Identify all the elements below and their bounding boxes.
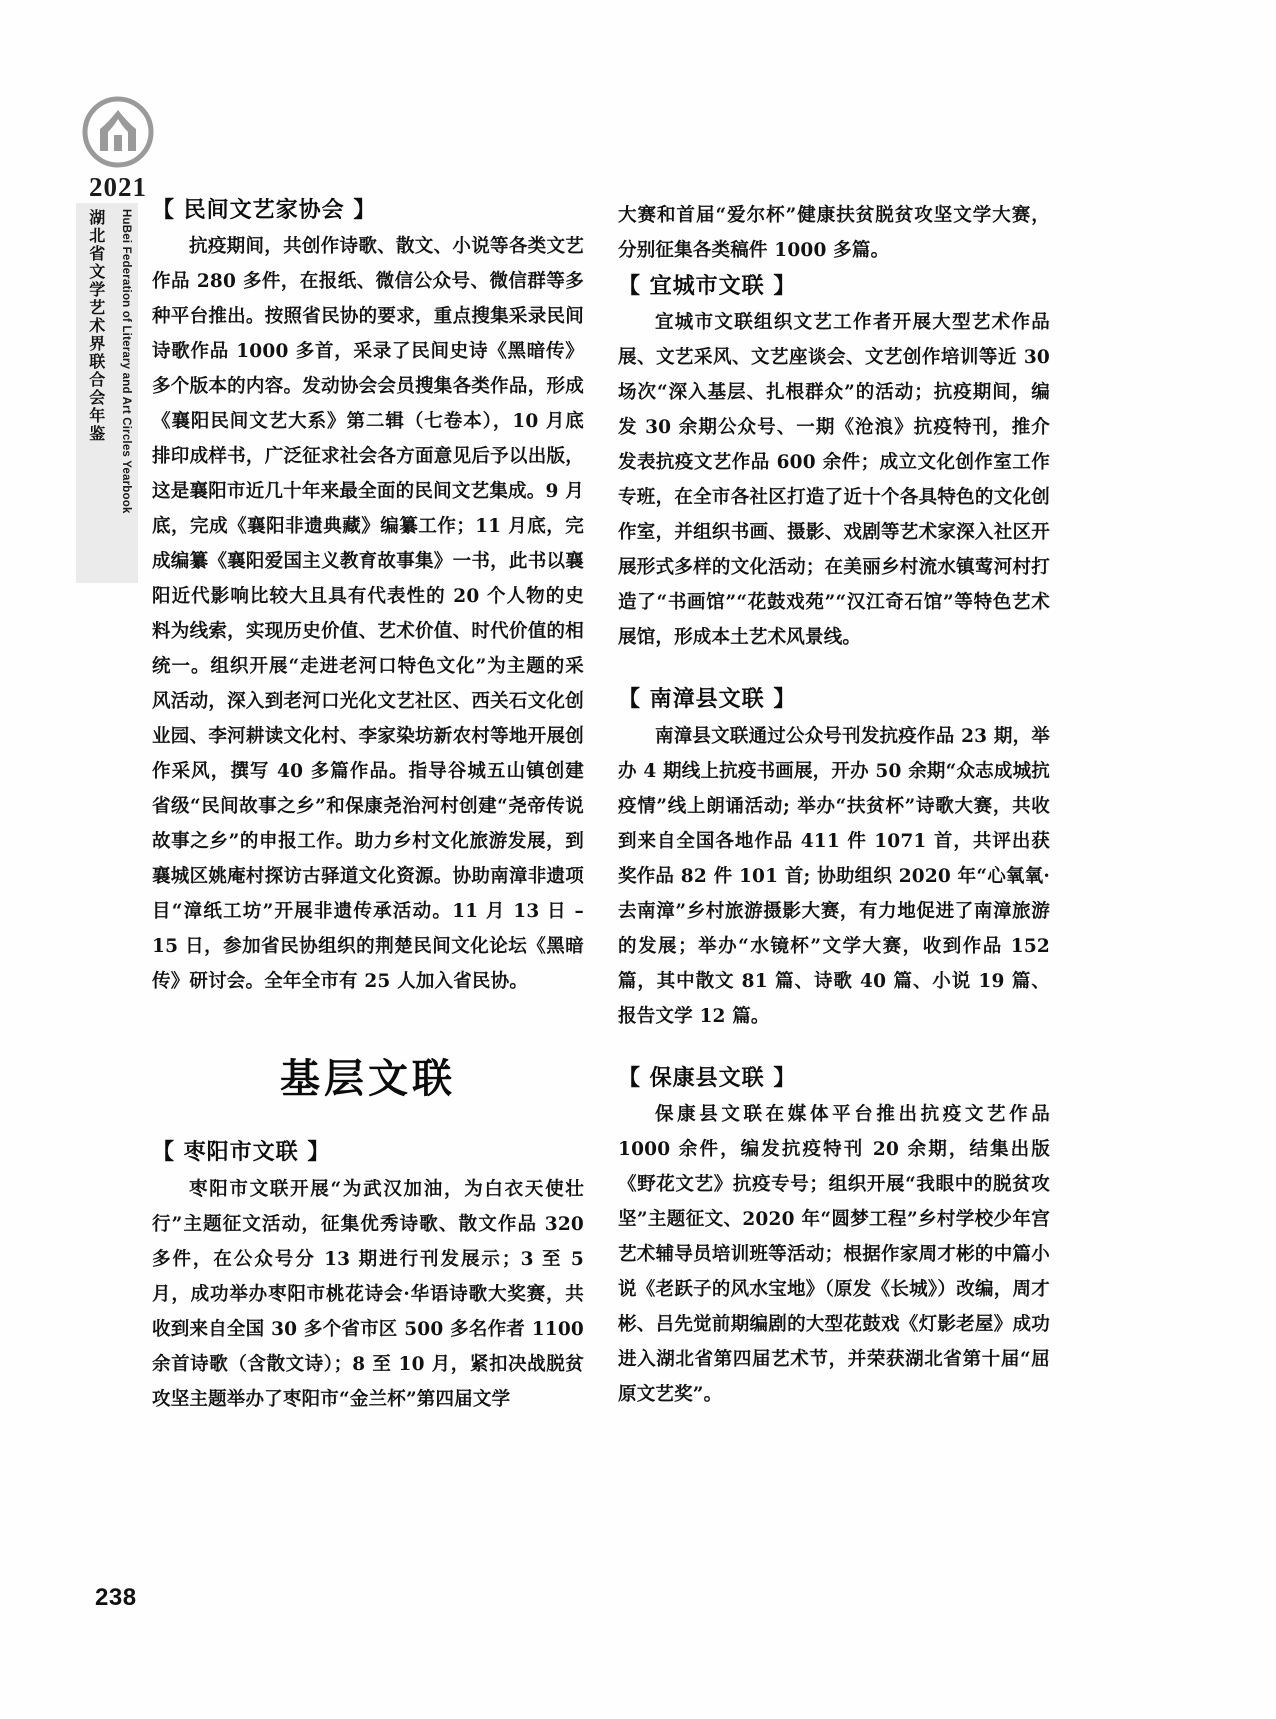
- page-title-grassroots-federation: 基层文联: [280, 1056, 456, 1103]
- section-body-zaoyang-federation: 枣阳市文联开展“为武汉加油，为白衣天使壮行”主题征文活动，征集优秀诗歌、散文作品 320 多件，在公众号分 13 期进行刊发展示；3 至 5 月，成功举办枣阳市桃花诗会·华语诗歌大奖赛，共收到来自全国 30 多个省市区 500 多名作者 1100 余首诗歌（含散文诗）；8 至 10 月，紧扣决战脱贫攻坚主题举办了枣阳市“金兰杯”第四届文学: [152, 1178, 584, 1410]
- section-body-folk-artists-association: 抗疫期间，共创作诗歌、散文、小说等各类文艺作品 280 多件，在报纸、微信公众号、微信群等多种平台推出。按照省民协的要求，重点搜集采录民间诗歌作品 1000 多首，采录了民间史诗《黑暗传》多个版本的内容。发动协会会员搜集各类作品，形成《襄阳民间文艺大系》第二辑（七卷本），10 月底排印成样书，广泛征求社会各方面意见后予以出版，这是襄阳市近几十年来最全面的民间文艺集成。9 月底，完成《襄阳非遗典藏》编纂工作；11 月底，完成编纂《襄阳爱国主义教育故事集》一书，此书以襄阳近代影响比较大且具有代表性的 20 个人物的史料为线索，实现历史价值、艺术价值、时代价值的相统一。组织开展“走进老河口特色文化”为主题的采风活动，深入到老河口光化文艺社区、西关石文化创业园、李河耕读文化村、李家染坊新农村等地开展创作采风，撰写 40 多篇作品。指导谷城五山镇创建省级“民间故事之乡”和保康尧治河村创建“尧帝传说故事之乡”的申报工作。助力乡村文化旅游发展，到襄城区姚庵村探访古驿道文化资源。协助南漳非遗项目“漳纸工坊”开展非遗传承活动。11 月 13 日 –15 日，参加省民协组织的荆楚民间文化论坛《黑暗传》研讨会。全年全市有 25 人加入省民协。: [152, 236, 584, 993]
- hubei-federation-emblem-icon: [81, 95, 155, 169]
- section-body-baokang-federation: 保康县文联在媒体平台推出抗疫文艺作品 1000 余件，编发抗疫特刊 20 余期，结集出版《野花文艺》抗疫专号；组织开展“我眼中的脱贫攻坚”主题征文、2020 年“圆梦工程”乡村学校少年宫艺术辅导员培训班等活动；根据作家周才彬的中篇小说《老跃子的风水宝地》（原发《长城》）改编，周才彬、吕先觉前期编剧的大型花鼓戏《灯影老屋》成功进入湖北省第四届艺术节，并荣获湖北省第十届“屈原文艺奖”。: [618, 1104, 1050, 1406]
- section-body-nanzhang-federation: 南漳县文联通过公众号刊发抗疫作品 23 期，举办 4 期线上抗疫书画展，开办 50 余期“众志成城抗疫情”线上朗诵活动; 举办“扶贫杯”诗歌大赛，共收到来自全国各地作品 411 件 1071 首，共评出获奖作品 82 件 101 首; 协助组织 2020 年“心氧氧·去南漳”乡村旅游摄影大赛，有力地促进了南漳旅游的发展；举办“水镜杯”文学大赛，收到作品 152 篇，其中散文 81 篇、诗歌 40 篇、小说 19 篇、报告文学 12 篇。: [618, 725, 1050, 1027]
- section-heading-nanzhang-federation: 【 南漳县文联 】: [618, 687, 797, 713]
- spine-label: [76, 203, 138, 583]
- section-heading-baokang-federation: 【 保康县文联 】: [618, 1065, 797, 1091]
- section-body-yicheng-federation: 宜城市文联组织文艺工作者开展大型艺术作品展、文艺采风、文艺座谈会、文艺创作培训等近 30 场次“深入基层、扎根群众”的活动；抗疫期间，编发 30 余期公众号、一期《沧浪》抗疫特刊，推介发表抗疫文艺作品 600 余件；成立文化创作室工作专班，在全市各社区打造了近十个各具特色的文化创作室，并组织书画、摄影、戏剧等艺术家深入社区开展形式多样的文化活动；在美丽乡村流水镇莺河村打造了“书画馆”“花鼓戏苑”“汉江奇石馆”等特色艺术展馆，形成本土艺术风景线。: [618, 312, 1050, 649]
- spine-english-title: HuBei Federation of Literary and Art Circles Yearbook: [120, 209, 132, 514]
- continued-body-zaoyang-federation: 大赛和首届“爱尔杯”健康扶贫脱贫攻坚文学大赛，分别征集各类稿件 1000 多篇。: [618, 205, 1050, 261]
- section-spacer: [618, 1040, 1050, 1066]
- section-heading-yicheng-federation: 【 宜城市文联 】: [618, 274, 797, 299]
- page-number: 238: [95, 1584, 137, 1611]
- yearbook-emblem-block: [68, 95, 168, 203]
- emblem-year: 2021: [89, 172, 147, 202]
- section-heading-folk-artists-association: 【 民间文艺家协会 】: [152, 198, 377, 223]
- section-heading-zaoyang-federation: 【 枣阳市文联 】: [152, 1140, 331, 1166]
- right-column: [618, 198, 1050, 1418]
- section-spacer: [618, 661, 1050, 687]
- left-column: [152, 198, 584, 1423]
- spine-chinese-title: 湖北省文学艺术界联合会年鉴: [86, 209, 106, 443]
